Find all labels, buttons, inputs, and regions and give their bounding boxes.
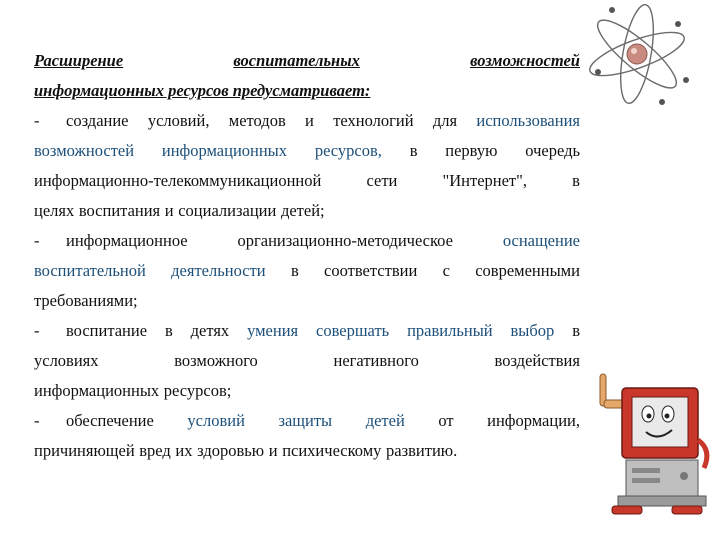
word: условий, [147,111,210,130]
word: причиняющей [34,441,135,460]
word: для [432,111,458,130]
item-line [34,376,580,406]
item-line [34,226,580,256]
item-line [34,436,580,466]
word: ресурсов, [314,141,382,160]
title-line-2 [34,76,580,106]
item-line [34,196,580,226]
word: негативного [333,351,419,370]
word: в [572,171,580,190]
word: информационно-телекоммуникационной [34,171,322,190]
word: соответствии [324,261,418,280]
word: сети [366,171,398,190]
word: детях [190,321,230,340]
word: возможностей [34,141,135,160]
word: информации, [487,411,580,430]
item-line [34,166,580,196]
word: создание [66,111,129,130]
word: развитию. [386,441,458,460]
word: выбор [510,321,555,340]
word: условиях [34,351,99,370]
title-word: воспитательных [233,51,360,70]
word: и [305,111,314,130]
word: совершать [316,321,390,340]
word: деятельности [171,261,266,280]
word: детей; [280,201,325,220]
word: воспитание [66,321,148,340]
bullet-dash: - [34,231,40,250]
bullet-list [34,106,580,466]
word: воздействия [494,351,580,370]
word: детей [365,411,405,430]
item-line [34,316,580,346]
word: умения [247,321,299,340]
item-line [34,256,580,286]
word: целях [34,201,75,220]
word: воспитания [78,201,161,220]
bullet-dash: - [34,411,40,430]
word: информационное [66,231,188,250]
word: вред [139,441,171,460]
word: от [438,411,454,430]
word: воспитательной [34,261,146,280]
word: и [268,441,278,460]
word: информационных [34,381,160,400]
title-word: возможностей [470,51,580,70]
word: требованиями; [34,291,138,310]
word: методов [228,111,286,130]
word: современными [475,261,580,280]
word: информационных [161,141,288,160]
item-line [34,286,580,316]
item-line [34,346,580,376]
word: обеспечение [66,411,154,430]
computer-mascot-icon [592,370,716,530]
word: технологий [333,111,414,130]
item-line [34,406,580,436]
word: социализации [178,201,277,220]
word: условий [187,411,245,430]
word: и [164,201,174,220]
word: использования [476,111,580,130]
word: возможного [174,351,258,370]
bullet-dash: - [34,111,40,130]
title-word: информационных ресурсов предусматривает: [34,81,371,100]
word: "Интернет", [442,171,528,190]
word: здоровью [197,441,265,460]
atom-icon [582,2,692,112]
word: правильный [407,321,493,340]
word: оснащение [502,231,580,250]
title-word: Расширение [34,51,124,70]
word: с [442,261,450,280]
title-line-1 [34,46,580,76]
item-line [34,136,580,166]
word: в [572,321,580,340]
word: ресурсов; [163,381,232,400]
word: защиты [278,411,333,430]
word: очередь [525,141,580,160]
word: в [409,141,418,160]
word: психическому [282,441,382,460]
item-line [34,106,580,136]
word: первую [445,141,498,160]
bullet-dash: - [34,321,40,340]
word: организационно-методическое [237,231,453,250]
document-body [34,46,580,466]
word: в [290,261,299,280]
word: в [164,321,173,340]
word: их [175,441,193,460]
